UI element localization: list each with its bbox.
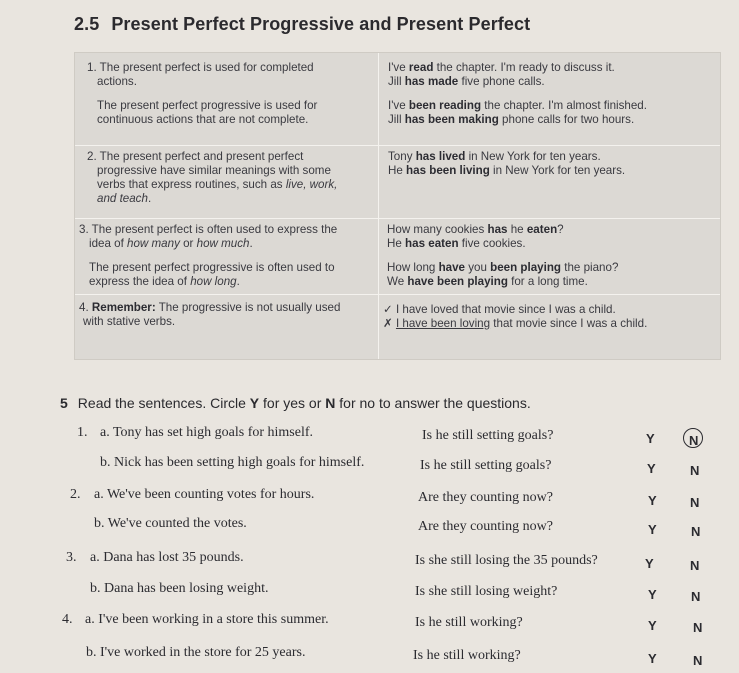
- rule-4-examples: [383, 303, 647, 331]
- item-sentence: b. Dana has been losing weight.: [90, 581, 269, 596]
- rule-2-examples: [388, 150, 625, 178]
- rule-2: 2. The present perfect and present perfect progressive have similar meanings with some verbs that express routines, such as live, work, and teach.: [87, 150, 338, 205]
- answer-no[interactable]: N: [693, 620, 703, 635]
- item-number: 3.: [66, 550, 77, 565]
- item-question: Is he still setting goals?: [420, 458, 552, 473]
- item-question: Is she still losing the 35 pounds?: [415, 553, 598, 568]
- item-sentence: a. I've been working in a store this summer.: [85, 612, 329, 627]
- answer-yes[interactable]: Y: [648, 651, 657, 666]
- item-question: Is he still working?: [413, 648, 521, 663]
- item-number: 2.: [70, 487, 81, 502]
- section-title-text: Present Perfect Progressive and Present Perfect: [111, 14, 531, 34]
- answer-no[interactable]: N: [691, 589, 701, 604]
- answer-no[interactable]: N: [691, 524, 701, 539]
- answer-yes[interactable]: Y: [647, 461, 656, 476]
- answer-yes[interactable]: Y: [648, 618, 657, 633]
- example: We have been playing for a long time.: [387, 275, 588, 288]
- divider: [75, 218, 720, 219]
- exercise-instructions: 5 Read the sentences. Circle Y for yes or N for no to answer the questions.: [60, 395, 531, 411]
- example: Tony has lived in New York for ten years.: [388, 150, 601, 163]
- item-sentence: b. I've worked in the store for 25 years.: [86, 645, 306, 660]
- rule-3-examples: [387, 223, 618, 289]
- incorrect-example: ✗ I have been loving that movie since I was a child.: [383, 317, 648, 330]
- answer-no[interactable]: N: [693, 653, 703, 668]
- example: Jill has made five phone calls.: [388, 75, 545, 88]
- answer-yes[interactable]: Y: [648, 493, 657, 508]
- answer-no[interactable]: N: [690, 495, 700, 510]
- rule-1: 1. The present perfect is used for completed actions. The present perfect progressive is used for continuous actions that are not complete.: [87, 61, 318, 126]
- exercise-number: 5: [60, 395, 68, 411]
- item-sentence: b. We've counted the votes.: [94, 516, 247, 531]
- example: I've been reading the chapter. I'm almost finished.: [388, 99, 647, 112]
- check-icon: ✓: [383, 303, 393, 316]
- example: How many cookies has he eaten?: [387, 223, 564, 236]
- rule-3: 3. The present perfect is often used to express the idea of how many or how much. The present perfect progressive is often used to express the idea of how long.: [79, 223, 338, 288]
- example: I've read the chapter. I'm ready to discuss it.: [388, 61, 615, 74]
- divider: [75, 145, 720, 146]
- answer-yes[interactable]: Y: [646, 431, 655, 446]
- example: How long have you been playing the piano?: [387, 261, 619, 274]
- item-sentence: a. Tony has set high goals for himself.: [100, 425, 314, 440]
- example: Jill has been making phone calls for two hours.: [388, 113, 635, 126]
- answer-yes[interactable]: Y: [648, 522, 657, 537]
- item-question: Is he still working?: [415, 615, 523, 630]
- answer-no[interactable]: N: [689, 433, 699, 448]
- item-sentence: a. We've been counting votes for hours.: [94, 487, 315, 502]
- example: He has eaten five cookies.: [387, 237, 526, 250]
- item-question: Are they counting now?: [418, 519, 553, 534]
- example: He has been living in New York for ten years.: [388, 164, 626, 177]
- answer-no[interactable]: N: [690, 463, 700, 478]
- answer-yes[interactable]: Y: [648, 587, 657, 602]
- divider: [75, 294, 720, 295]
- grammar-chart: [74, 52, 721, 360]
- item-question: Is he still setting goals?: [422, 428, 554, 443]
- answer-circle-mark: [683, 428, 703, 448]
- correct-example: ✓ I have loved that movie since I was a child.: [383, 303, 616, 316]
- item-sentence: a. Dana has lost 35 pounds.: [90, 550, 244, 565]
- item-number: 1.: [77, 425, 88, 440]
- answer-yes[interactable]: Y: [645, 556, 654, 571]
- item-sentence: b. Nick has been setting high goals for himself.: [100, 455, 365, 470]
- rule-4: 4. Remember: The progressive is not usually used with stative verbs.: [79, 301, 341, 328]
- item-question: Is she still losing weight?: [415, 584, 558, 599]
- cross-icon: ✗: [383, 317, 393, 330]
- rule-1-examples: [388, 61, 647, 127]
- section-title: [74, 14, 530, 35]
- answer-no[interactable]: N: [690, 558, 700, 573]
- item-question: Are they counting now?: [418, 490, 553, 505]
- section-number: 2.5: [74, 14, 100, 34]
- item-number: 4.: [62, 612, 73, 627]
